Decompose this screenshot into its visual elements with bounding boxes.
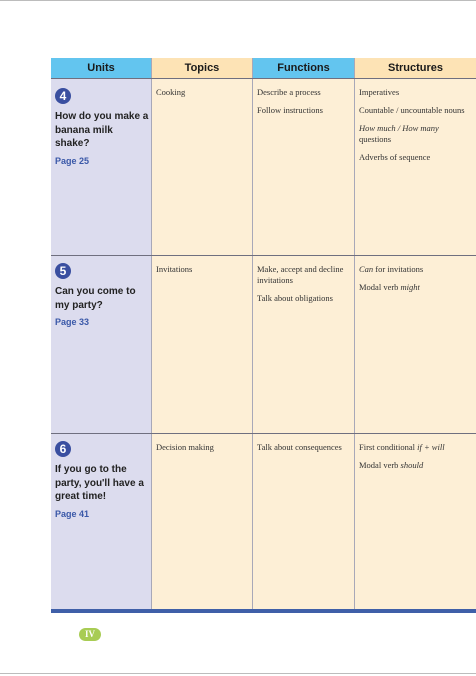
structure-text: Modal verb — [359, 282, 401, 292]
structures-cell — [359, 442, 473, 478]
topic-item: Invitations — [156, 264, 193, 274]
structure-item — [359, 152, 473, 163]
function-item: Follow instructions — [257, 105, 323, 115]
topics-cell — [156, 87, 249, 105]
function-item: Talk about obligations — [257, 293, 333, 303]
structure-text: for invitations — [373, 264, 424, 274]
unit-number-badge: 5 — [55, 263, 71, 279]
structure-text: Modal verb — [359, 460, 401, 470]
function-item: Make, accept and decline invitations — [257, 264, 344, 285]
unit-cell — [55, 263, 149, 327]
header-units: Units — [51, 58, 151, 78]
topics-cell — [156, 264, 249, 282]
topic-item: Decision making — [156, 442, 214, 452]
unit-number-badge: 4 — [55, 88, 71, 104]
structure-item — [359, 87, 473, 98]
structure-item — [359, 282, 473, 293]
structure-text: First conditional — [359, 442, 418, 452]
unit-title: How do you make a banana milk shake? — [55, 111, 149, 149]
page-bottom-rule — [0, 673, 476, 674]
structure-item — [359, 105, 473, 116]
structure-text-italic: How much / How many — [359, 123, 439, 133]
table-header-row — [51, 58, 476, 78]
function-item: Describe a process — [257, 87, 321, 97]
structure-text-italic: might — [400, 282, 420, 292]
unit-cell — [55, 441, 149, 519]
page-top-rule — [0, 0, 476, 1]
structure-item — [359, 442, 473, 453]
page-number-badge: IV — [79, 628, 101, 641]
functions-cell — [257, 442, 352, 460]
column-divider — [252, 58, 253, 609]
header-functions: Functions — [253, 58, 354, 78]
row-divider — [51, 255, 476, 256]
topics-cell — [156, 442, 249, 460]
unit-page-link[interactable]: Page 33 — [55, 317, 90, 327]
topic-item: Cooking — [156, 87, 186, 97]
structure-text-italic: Can — [359, 264, 374, 274]
header-topics: Topics — [152, 58, 252, 78]
structure-text: Countable / uncountable nouns — [359, 105, 465, 115]
unit-page-link[interactable]: Page 25 — [55, 155, 90, 166]
function-item: Talk about consequences — [257, 442, 342, 452]
structure-text: Imperatives — [359, 87, 400, 97]
functions-cell — [257, 264, 352, 311]
structure-item — [359, 460, 473, 471]
functions-column — [253, 78, 354, 609]
structure-text-italic: should — [400, 460, 424, 470]
structures-cell — [359, 264, 473, 300]
functions-cell — [257, 87, 352, 123]
unit-number-badge: 6 — [55, 441, 71, 457]
unit-page-link[interactable]: Page 41 — [55, 508, 90, 519]
structures-cell — [359, 87, 473, 170]
structure-text-italic: if + will — [417, 442, 445, 452]
table-bottom-bar — [51, 609, 476, 613]
structure-item — [359, 123, 473, 145]
unit-cell — [55, 88, 149, 166]
topics-column — [152, 78, 252, 609]
row-divider — [51, 433, 476, 434]
structure-text: questions — [359, 134, 392, 144]
column-divider — [151, 58, 152, 609]
column-divider — [354, 58, 355, 609]
contents-table — [51, 58, 476, 613]
row-divider — [51, 78, 476, 79]
structure-text: Adverbs of sequence — [359, 152, 431, 162]
unit-title: Can you come to my party? — [55, 286, 136, 311]
header-structures: Structures — [355, 58, 476, 78]
unit-title: If you go to the party, you'll have a great time! — [55, 464, 144, 502]
structure-item — [359, 264, 473, 275]
